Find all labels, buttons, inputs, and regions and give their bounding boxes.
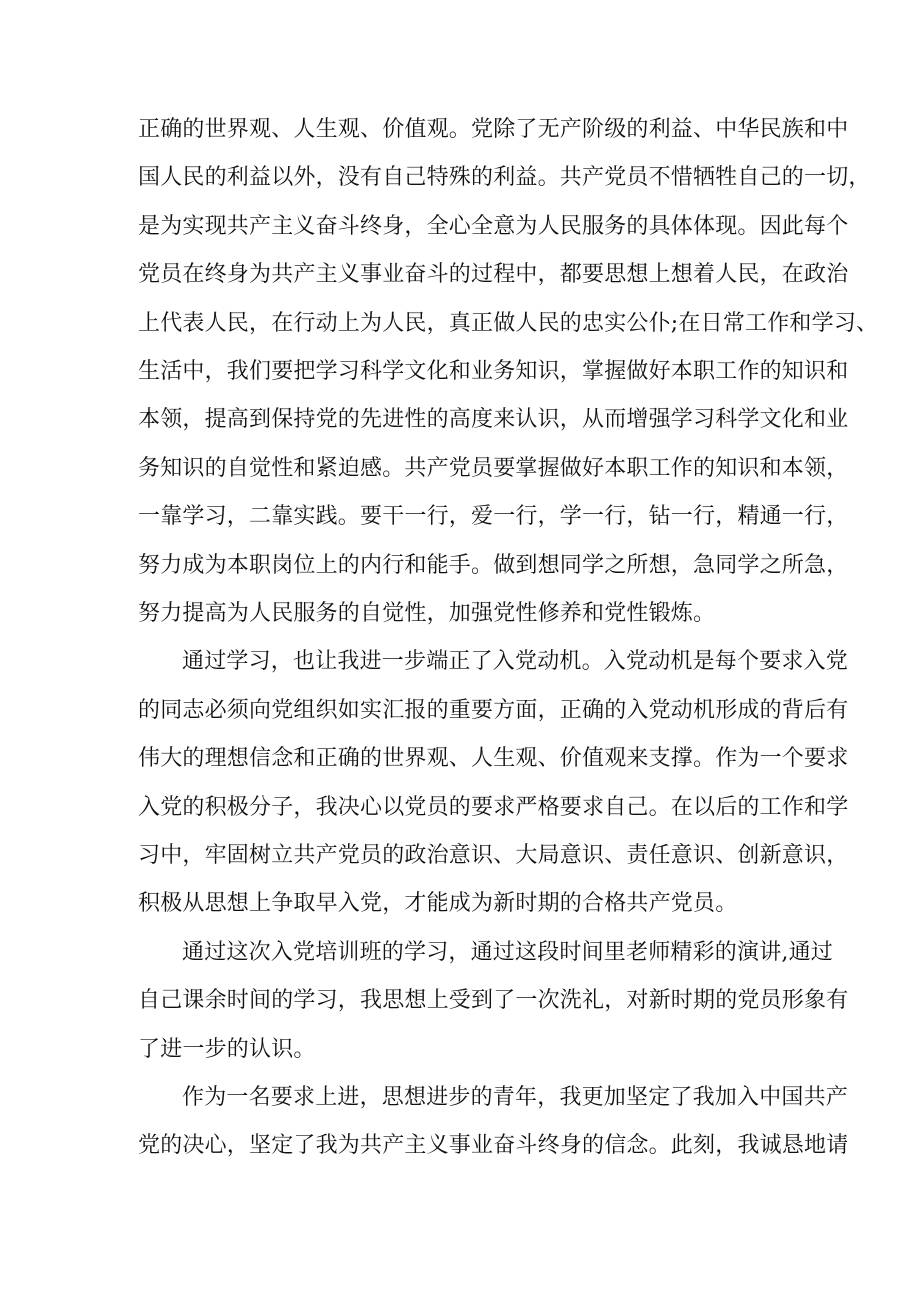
text-line: 一靠学习，二靠实践。要干一行，爱一行，学一行，钻一行，精通一行， (138, 504, 849, 529)
text-line: 本领，提高到保持党的先进性的高度来认识，从而增强学习科学文化和业 (138, 407, 849, 432)
text-line: 是为实现共产主义奋斗终身，全心全意为人民服务的具体体现。因此每个 (138, 214, 849, 239)
text-line: 了进一步的认识。 (138, 1037, 316, 1062)
text-line: 务知识的自觉性和紧迫感。共产党员要掌握做好本职工作的知识和本领， (138, 456, 849, 481)
text-line: 的同志必须向党组织如实汇报的重要方面，正确的入党动机形成的背后有 (138, 698, 849, 723)
paragraph-first-line: 通过这次入党培训班的学习，通过这段时间里老师精彩的演讲,通过 (182, 940, 833, 965)
text-line: 伟大的理想信念和正确的世界观、人生观、价值观来支撑。作为一个要求 (138, 746, 849, 771)
text-line: 努力提高为人民服务的自觉性，加强党性修养和党性锻炼。 (138, 601, 716, 626)
text-line: 上代表人民，在行动上为人民，真正做人民的忠实公仆;在日常工作和学习、 (138, 311, 879, 336)
text-line: 党员在终身为共产主义事业奋斗的过程中，都要思想上想着人民，在政治 (138, 262, 849, 287)
text-line: 努力成为本职岗位上的内行和能手。做到想同学之所想，急同学之所急， (138, 553, 849, 578)
text-line: 入党的积极分子，我决心以党员的要求严格要求自己。在以后的工作和学 (138, 795, 849, 820)
text-line: 积极从思想上争取早入党，才能成为新时期的合格共产党员。 (138, 891, 738, 916)
text-line: 正确的世界观、人生观、价值观。党除了无产阶级的利益、中华民族和中 (138, 117, 849, 142)
text-line: 生活中，我们要把学习科学文化和业务知识，掌握做好本职工作的知识和 (138, 359, 849, 384)
text-line: 习中，牢固树立共产党员的政治意识、大局意识、责任意识、创新意识， (138, 843, 849, 868)
paragraph-first-line: 作为一名要求上进，思想进步的青年，我更加坚定了我加入中国共产 (182, 1085, 849, 1110)
text-line: 自己课余时间的学习，我思想上受到了一次洗礼，对新时期的党员形象有 (138, 988, 849, 1013)
text-line: 党的决心，坚定了我为共产主义事业奋斗终身的信念。此刻，我诚恳地请 (138, 1133, 849, 1158)
paragraph-first-line: 通过学习，也让我进一步端正了入党动机。入党动机是每个要求入党 (182, 649, 849, 674)
text-line: 国人民的利益以外，没有自己特殊的利益。共产党员不惜牺牲自己的一切， (138, 165, 871, 190)
